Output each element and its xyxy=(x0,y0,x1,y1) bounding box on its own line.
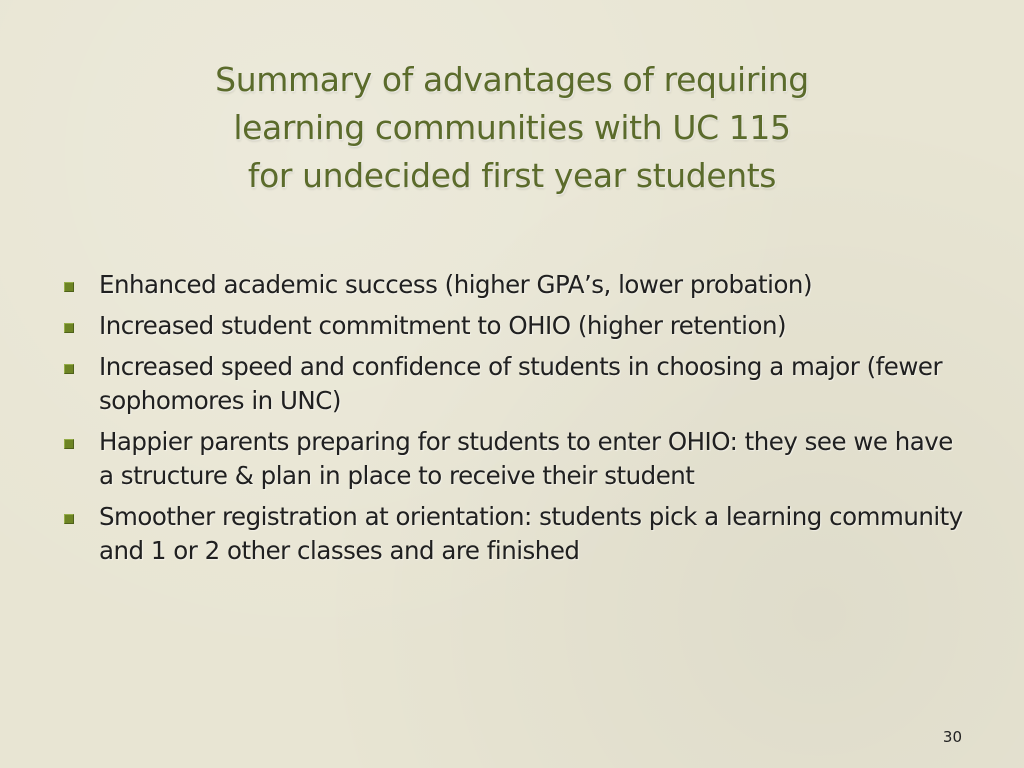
bullet-list xyxy=(62,268,972,575)
bullet-item xyxy=(62,309,972,343)
bullet-text: Happier parents preparing for students to enter OHIO: they see we have a structure & plan in place to receive their student xyxy=(99,427,953,490)
square-bullet-icon xyxy=(64,282,74,292)
slide-title-line: learning communities with UC 115 xyxy=(233,108,791,147)
bullet-item xyxy=(62,425,972,493)
bullet-text: Increased student commitment to OHIO (higher retention) xyxy=(99,311,787,340)
slide-title xyxy=(112,56,912,200)
slide-title-line: Summary of advantages of requiring xyxy=(215,60,809,99)
slide-title-line: for undecided first year students xyxy=(247,156,777,195)
square-bullet-icon xyxy=(64,514,74,524)
square-bullet-icon xyxy=(64,364,74,374)
bullet-text: Enhanced academic success (higher GPA’s, lower probation) xyxy=(99,270,813,299)
bullet-text: Smoother registration at orientation: students pick a learning community and 1 or 2 other classes and are finished xyxy=(99,502,963,565)
bullet-item xyxy=(62,268,972,302)
square-bullet-icon xyxy=(64,439,74,449)
bullet-text: Increased speed and confidence of students in choosing a major (fewer sophomores in UNC) xyxy=(99,352,943,415)
bullet-item xyxy=(62,350,972,418)
square-bullet-icon xyxy=(64,323,74,333)
bullet-item xyxy=(62,500,972,568)
slide-number: 30 xyxy=(942,728,962,746)
